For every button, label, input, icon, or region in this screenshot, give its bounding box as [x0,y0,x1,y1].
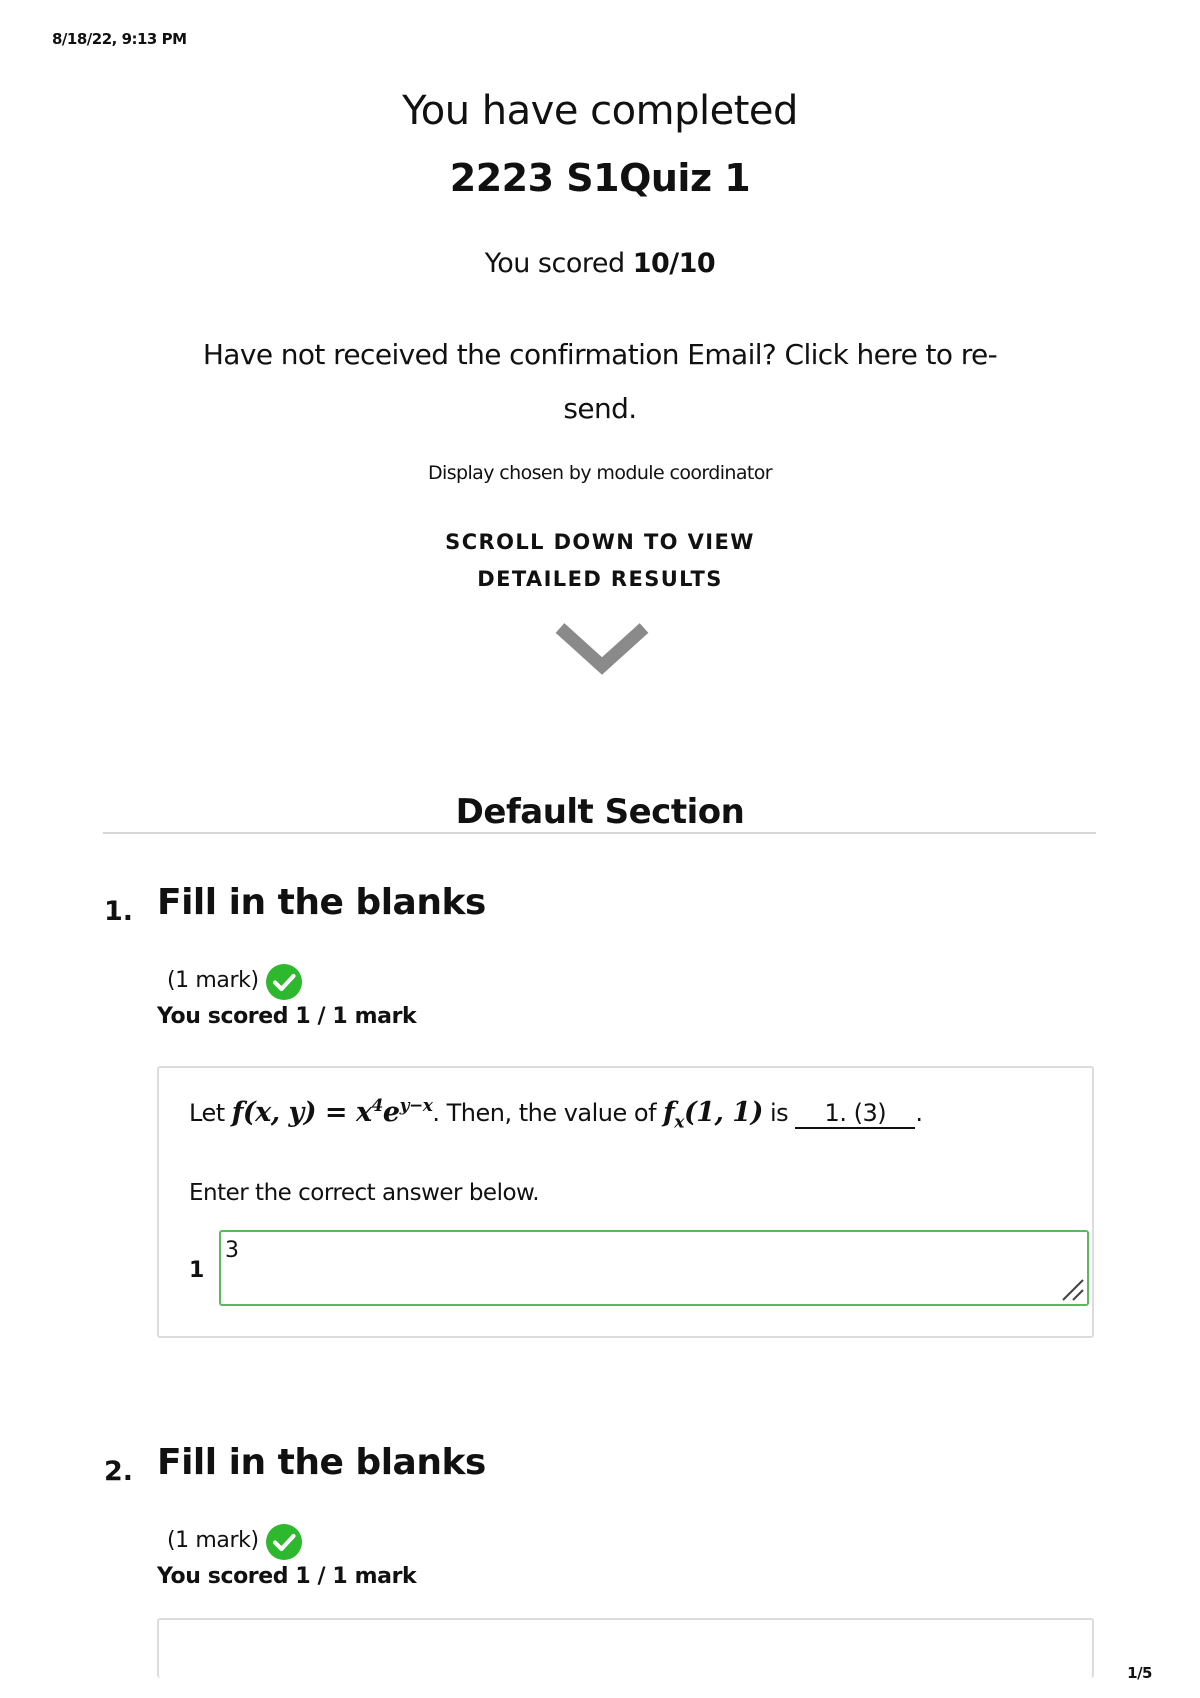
scroll-hint-line2: DETAILED RESULTS [477,567,723,591]
prompt-subscript: x [674,1112,684,1133]
prompt-function [232,1097,433,1128]
check-circle-icon [266,964,302,1000]
prompt-exponent-2: y−x [399,1096,433,1116]
question-number: 1. [104,896,134,927]
prompt-args: (1, 1) [683,1097,763,1128]
prompt-func: f(x, y) = x [231,1097,372,1128]
prompt-exponent: 4 [371,1096,383,1116]
prompt-is: is [762,1099,796,1127]
display-note: Display chosen by module coordinator [428,462,772,484]
scroll-hint [0,524,1200,598]
chevron-down-icon[interactable] [554,622,650,676]
score-value: 10/10 [632,248,716,279]
prompt-e: e [382,1097,400,1128]
question-number: 2. [104,1456,134,1487]
question-title: Fill in the blanks [157,882,486,923]
total-score [0,248,1200,279]
question-marks: (1 mark) [167,1528,259,1553]
question-prompt [189,1096,922,1132]
print-timestamp: 8/18/22, 9:13 PM [52,30,187,48]
question-card [157,1066,1094,1338]
resend-confirmation-link[interactable]: Have not received the confirmation Email? Click here to re-send. [202,338,998,425]
answer-instruction: Enter the correct answer below. [189,1180,540,1206]
resize-handle-icon[interactable] [1061,1278,1085,1302]
answer-label: 1 [189,1258,205,1283]
question-title: Fill in the blanks [157,1442,486,1483]
page-number: 1/5 [1127,1664,1152,1682]
question-score: You scored 1 / 1 mark [157,1564,417,1589]
check-circle-icon [266,1524,302,1560]
prompt-end: . [915,1099,923,1127]
prompt-let: Let [189,1099,232,1127]
prompt-fx: f [663,1097,675,1128]
answer-blank: 1. (3) [795,1099,915,1129]
question-card [157,1618,1094,1678]
answer-input[interactable] [219,1230,1089,1306]
prompt-partial [663,1097,763,1133]
prompt-then: . Then, the value of [432,1099,664,1127]
scroll-hint-line1: SCROLL DOWN TO VIEW [445,530,755,554]
question-score: You scored 1 / 1 mark [157,1004,417,1029]
completed-heading: You have completed [402,88,798,134]
section-title: Default Section [455,792,745,832]
score-prefix: You scored [484,248,633,279]
section-divider [103,832,1096,834]
quiz-title: 2223 S1Quiz 1 [449,156,751,200]
question-marks: (1 mark) [167,968,259,993]
